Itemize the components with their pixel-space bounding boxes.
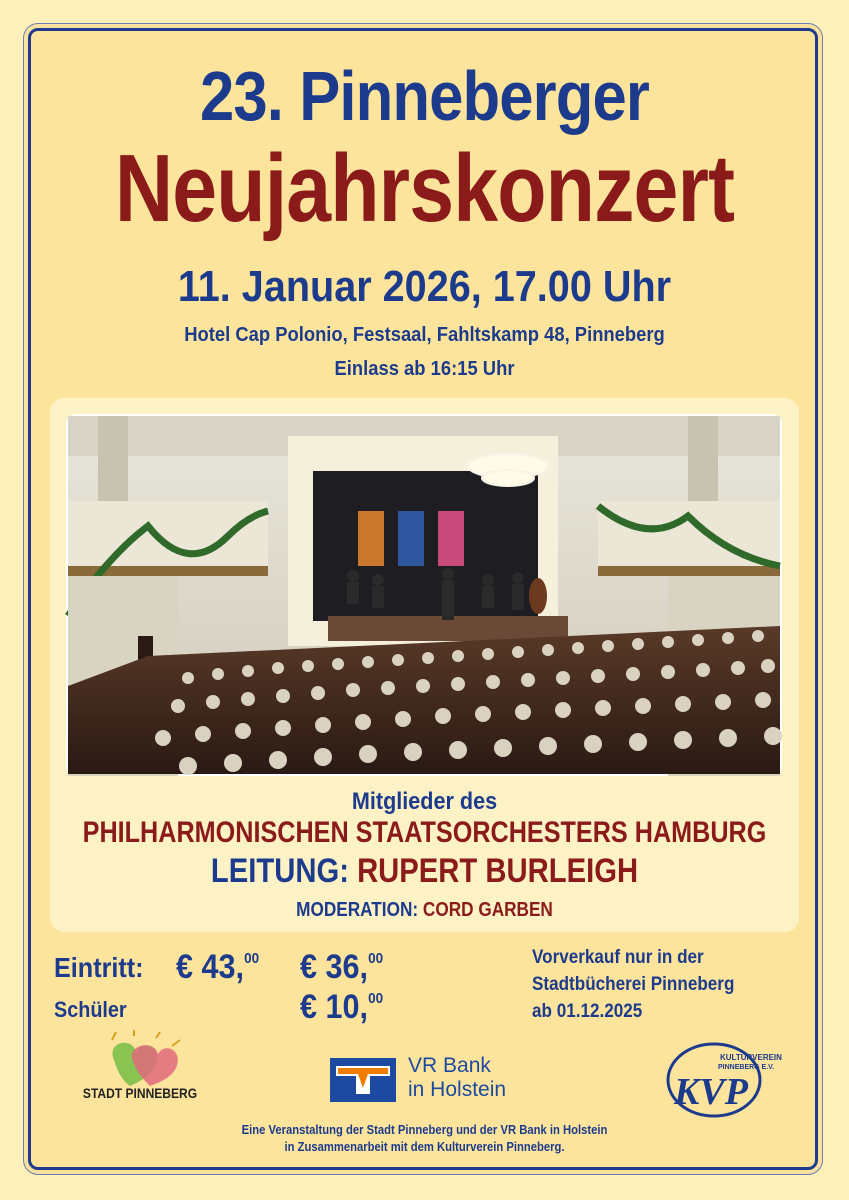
vr-bank-line-2: in Holstein	[408, 1078, 507, 1101]
price-1	[176, 948, 259, 987]
moderation-name: CORD GARBEN	[422, 899, 553, 921]
price-2	[300, 948, 383, 987]
price-2-main: € 36,	[300, 948, 369, 986]
price-1-cents: 00	[244, 950, 260, 967]
conductor-line	[59, 852, 789, 891]
price-3	[300, 988, 383, 1027]
kulturverein-logo-icon	[664, 1038, 782, 1118]
student-label: Schüler	[54, 997, 127, 1022]
vr-bank-logo-icon	[330, 1058, 396, 1102]
conductor-label: LEITUNG:	[210, 852, 349, 890]
presale-line-3: ab 01.12.2025	[532, 1001, 643, 1022]
footer-text	[42, 1122, 806, 1156]
title-line-1: 23. Pinneberger	[200, 57, 649, 135]
presale-line-1: Vorverkauf nur in der	[532, 947, 704, 968]
conductor-name: RUPERT BURLEIGH	[357, 852, 639, 890]
city-logo-text: STADT PINNEBERG	[82, 1085, 198, 1101]
vr-bank-line-1: VR Bank	[408, 1054, 491, 1077]
price-1-main: € 43,	[176, 948, 245, 986]
price-2-cents: 00	[368, 950, 384, 967]
footer-line-2: in Zusammenarbeit mit dem Kulturverein Pinneberg.	[284, 1140, 565, 1154]
performers-intro: Mitglieder des	[351, 788, 498, 815]
concert-hall-photo	[66, 414, 782, 776]
kvp-bottom-text: PINNEBERG E.V.	[718, 1064, 775, 1071]
title-line-2: Neujahrskonzert	[114, 135, 735, 242]
presale-info	[532, 944, 734, 1025]
moderation-label: MODERATION:	[296, 899, 419, 921]
presale-line-2: Stadtbücherei Pinneberg	[532, 974, 735, 995]
vr-bank-name	[408, 1054, 506, 1102]
event-date: 11. Januar 2026, 17.00 Uhr	[177, 262, 672, 311]
entry-label: Eintritt:	[54, 952, 144, 983]
kvp-top-text: KULTURVEREIN	[720, 1053, 782, 1062]
orchestra-name: PHILHARMONISCHEN STAATSORCHESTERS HAMBURG	[82, 816, 767, 849]
price-3-cents: 00	[368, 990, 384, 1007]
footer-line-1: Eine Veranstaltung der Stadt Pinneberg und der VR Bank in Holstein	[241, 1123, 608, 1137]
moderation-line	[59, 899, 789, 922]
admission-time: Einlass ab 16:15 Uhr	[334, 358, 515, 380]
event-venue: Hotel Cap Polonio, Festsaal, Fahltskamp 48, Pinneberg	[184, 324, 665, 346]
kvp-letters: KVP	[674, 1071, 748, 1113]
price-3-main: € 10,	[300, 988, 369, 1026]
